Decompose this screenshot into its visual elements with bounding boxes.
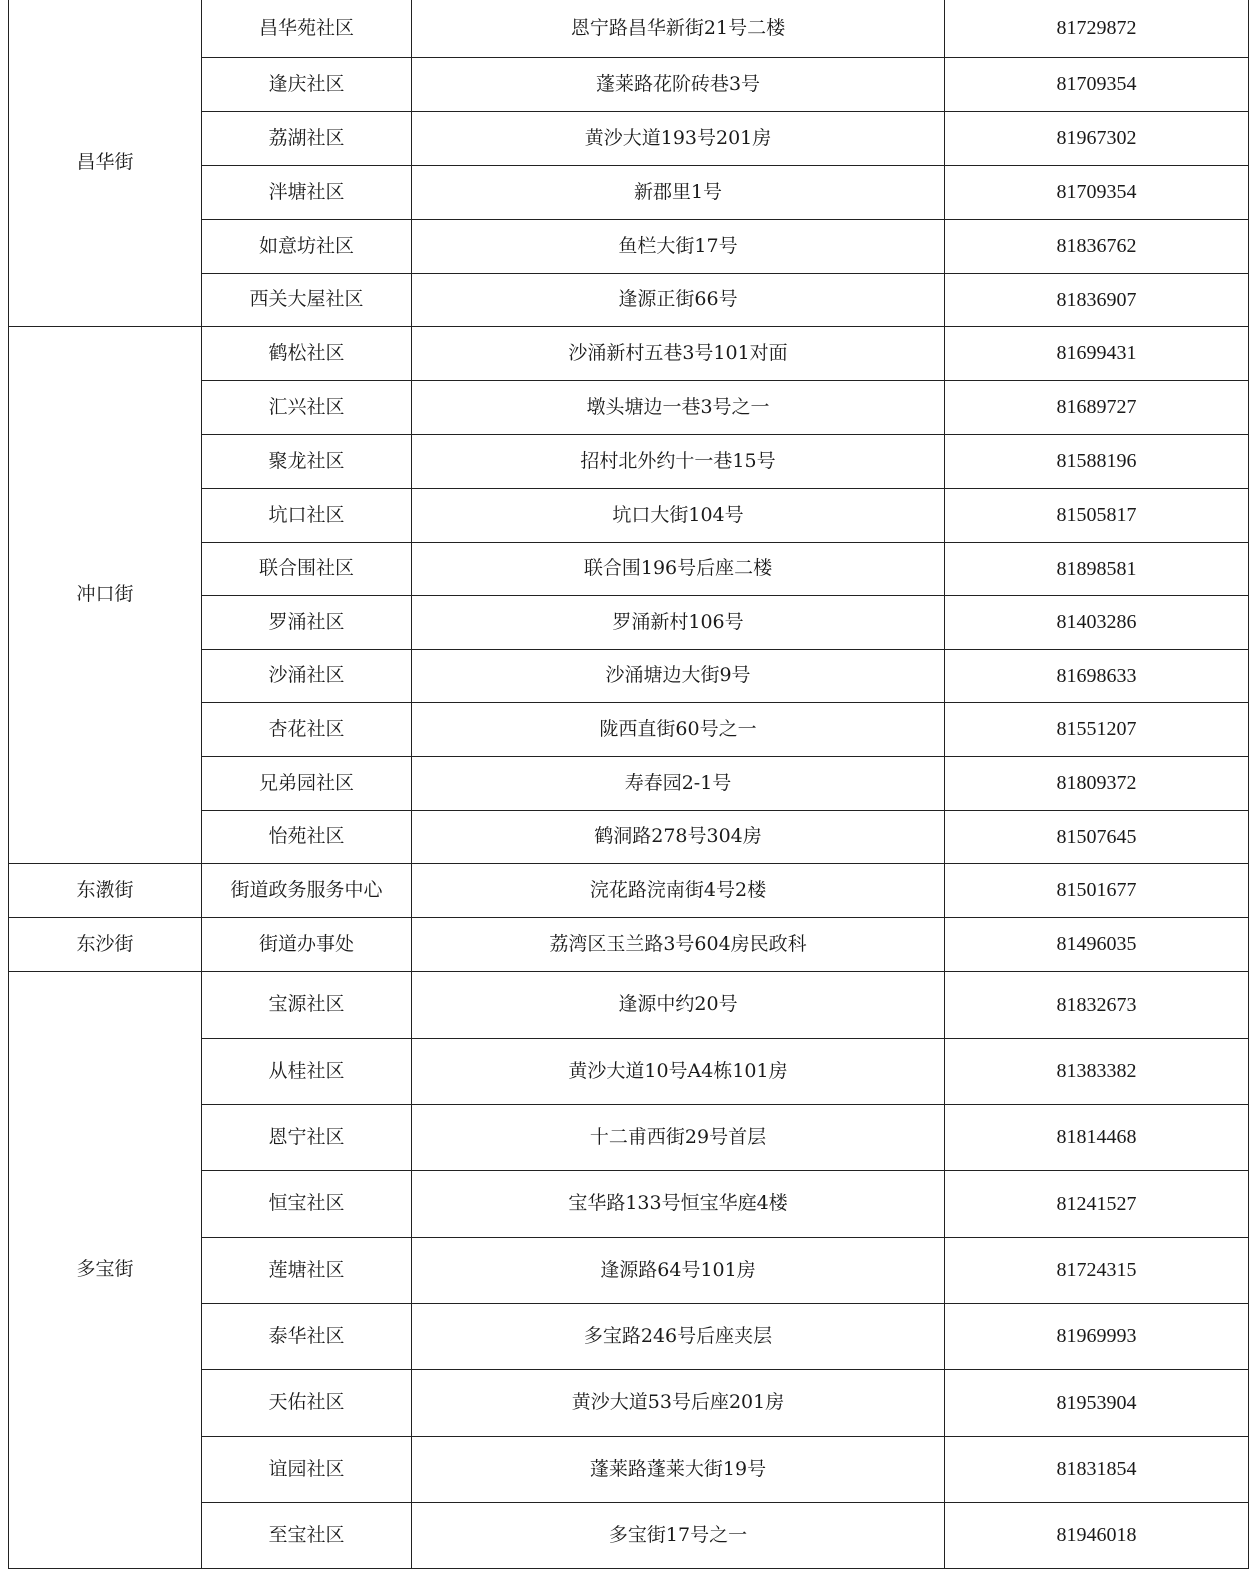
- address-cell: 沙涌新村五巷3号101对面: [412, 326, 945, 380]
- address-cell: 沙涌塘边大街9号: [412, 649, 945, 702]
- community-name-cell: 逢庆社区: [202, 57, 412, 111]
- community-name-cell: 鹤松社区: [202, 326, 412, 380]
- address-cell: 恩宁路昌华新街21号二楼: [412, 0, 945, 57]
- community-name-cell: 聚龙社区: [202, 434, 412, 488]
- phone-number-cell: 81709354: [945, 165, 1249, 219]
- address-cell: 多宝街17号之一: [412, 1502, 945, 1568]
- phone-number-cell: 81814468: [945, 1104, 1249, 1170]
- address-cell: 多宝路246号后座夹层: [412, 1303, 945, 1369]
- community-name-cell: 街道办事处: [202, 917, 412, 971]
- community-name-cell: 莲塘社区: [202, 1237, 412, 1303]
- address-cell: 逢源路64号101房: [412, 1237, 945, 1303]
- community-name-cell: 昌华苑社区: [202, 0, 412, 57]
- phone-number-cell: 81383382: [945, 1038, 1249, 1104]
- community-name-cell: 罗涌社区: [202, 595, 412, 649]
- community-name-cell: 荔湖社区: [202, 111, 412, 165]
- community-name-cell: 沙涌社区: [202, 649, 412, 702]
- phone-number-cell: 81836762: [945, 219, 1249, 273]
- phone-number-cell: 81588196: [945, 434, 1249, 488]
- table-row: [9, 863, 1249, 917]
- phone-number-cell: 81809372: [945, 756, 1249, 810]
- address-cell: 陇西直街60号之一: [412, 702, 945, 756]
- phone-number-cell: 81832673: [945, 971, 1249, 1038]
- community-contact-table: [8, 0, 1249, 1569]
- phone-number-cell: 81551207: [945, 702, 1249, 756]
- phone-number-cell: 81969993: [945, 1303, 1249, 1369]
- table-row: [9, 971, 1249, 1038]
- phone-number-cell: 81967302: [945, 111, 1249, 165]
- table-row: [9, 0, 1249, 57]
- address-cell: 招村北外约十一巷15号: [412, 434, 945, 488]
- community-name-cell: 谊园社区: [202, 1436, 412, 1502]
- phone-number-cell: 81689727: [945, 380, 1249, 434]
- community-name-cell: 西关大屋社区: [202, 273, 412, 326]
- community-name-cell: 泰华社区: [202, 1303, 412, 1369]
- address-cell: 联合围196号后座二楼: [412, 542, 945, 595]
- address-cell: 蓬莱路蓬莱大街19号: [412, 1436, 945, 1502]
- community-name-cell: 汇兴社区: [202, 380, 412, 434]
- address-cell: 鱼栏大街17号: [412, 219, 945, 273]
- phone-number-cell: 81724315: [945, 1237, 1249, 1303]
- address-cell: 黄沙大道53号后座201房: [412, 1369, 945, 1436]
- address-cell: 浣花路浣南街4号2楼: [412, 863, 945, 917]
- address-cell: 宝华路133号恒宝华庭4楼: [412, 1170, 945, 1237]
- table-row: [9, 326, 1249, 380]
- community-name-cell: 街道政务服务中心: [202, 863, 412, 917]
- address-cell: 坑口大街104号: [412, 488, 945, 542]
- community-name-cell: 恒宝社区: [202, 1170, 412, 1237]
- phone-number-cell: 81698633: [945, 649, 1249, 702]
- community-name-cell: 联合围社区: [202, 542, 412, 595]
- street-name-cell: 多宝街: [9, 971, 202, 1568]
- street-name-cell: 昌华街: [9, 0, 202, 326]
- address-cell: 十二甫西街29号首层: [412, 1104, 945, 1170]
- community-name-cell: 天佑社区: [202, 1369, 412, 1436]
- address-cell: 黄沙大道10号A4栋101房: [412, 1038, 945, 1104]
- community-name-cell: 从桂社区: [202, 1038, 412, 1104]
- street-name-cell: 冲口街: [9, 326, 202, 863]
- address-cell: 罗涌新村106号: [412, 595, 945, 649]
- phone-number-cell: 81241527: [945, 1170, 1249, 1237]
- phone-number-cell: 81699431: [945, 326, 1249, 380]
- phone-number-cell: 81831854: [945, 1436, 1249, 1502]
- address-cell: 黄沙大道193号201房: [412, 111, 945, 165]
- community-name-cell: 杏花社区: [202, 702, 412, 756]
- address-cell: 新郡里1号: [412, 165, 945, 219]
- phone-number-cell: 81505817: [945, 488, 1249, 542]
- table-row: [9, 917, 1249, 971]
- phone-number-cell: 81836907: [945, 273, 1249, 326]
- phone-number-cell: 81946018: [945, 1502, 1249, 1568]
- phone-number-cell: 81501677: [945, 863, 1249, 917]
- community-name-cell: 宝源社区: [202, 971, 412, 1038]
- street-name-cell: 东漖街: [9, 863, 202, 917]
- street-name-cell: 东沙街: [9, 917, 202, 971]
- community-name-cell: 坑口社区: [202, 488, 412, 542]
- community-name-cell: 如意坊社区: [202, 219, 412, 273]
- address-cell: 墩头塘边一巷3号之一: [412, 380, 945, 434]
- phone-number-cell: 81729872: [945, 0, 1249, 57]
- community-name-cell: 怡苑社区: [202, 810, 412, 863]
- phone-number-cell: 81507645: [945, 810, 1249, 863]
- phone-number-cell: 81953904: [945, 1369, 1249, 1436]
- address-cell: 寿春园2-1号: [412, 756, 945, 810]
- community-name-cell: 泮塘社区: [202, 165, 412, 219]
- phone-number-cell: 81496035: [945, 917, 1249, 971]
- address-cell: 蓬莱路花阶砖巷3号: [412, 57, 945, 111]
- phone-number-cell: 81403286: [945, 595, 1249, 649]
- address-cell: 逢源中约20号: [412, 971, 945, 1038]
- address-cell: 逢源正街66号: [412, 273, 945, 326]
- address-cell: 鹤洞路278号304房: [412, 810, 945, 863]
- community-name-cell: 恩宁社区: [202, 1104, 412, 1170]
- phone-number-cell: 81709354: [945, 57, 1249, 111]
- community-name-cell: 兄弟园社区: [202, 756, 412, 810]
- table-body: [9, 0, 1249, 1568]
- community-name-cell: 至宝社区: [202, 1502, 412, 1568]
- phone-number-cell: 81898581: [945, 542, 1249, 595]
- address-cell: 荔湾区玉兰路3号604房民政科: [412, 917, 945, 971]
